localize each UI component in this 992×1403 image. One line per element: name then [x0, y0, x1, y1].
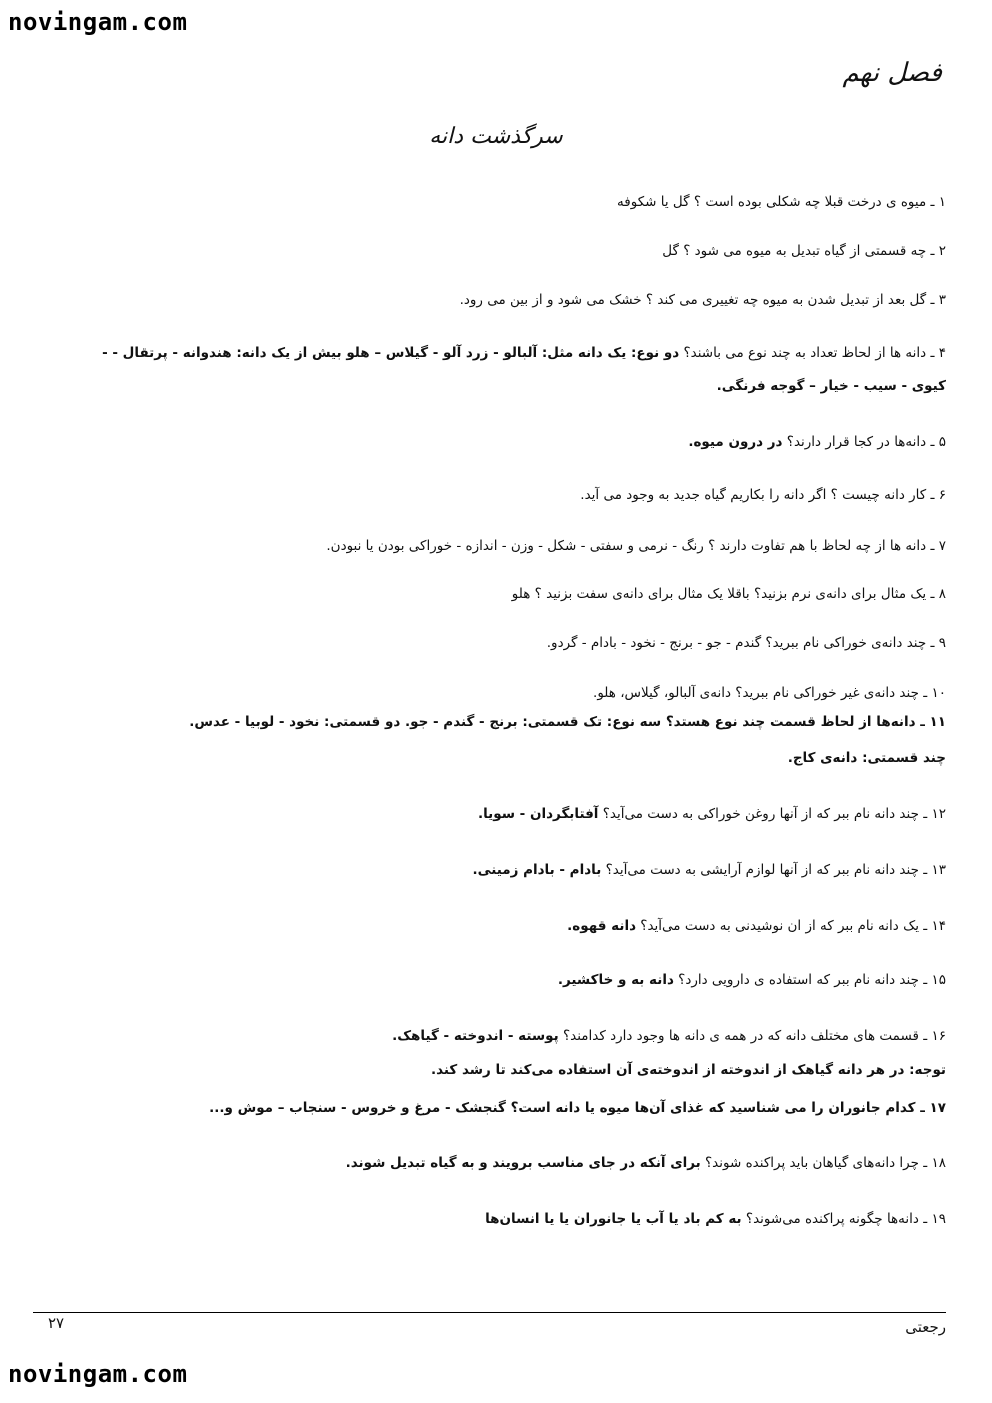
question-9: ۹ ـ چند دانه‌ی خوراکی نام ببرید؟ گندم - جو - برنج - نخود - بادام - گردو.: [546, 635, 946, 651]
note-line: توجه: در هر دانه گیاهک از اندوخته از اندوخته‌ی آن استفاده می‌کند تا رشد کند.: [430, 1062, 946, 1078]
question-6: ۶ ـ کار دانه چیست ؟ اگر دانه را بکاریم گیاه جدید به وجود می آید.: [580, 487, 946, 503]
question-19: ۱۹ ـ دانه‌ها چگونه پراکنده می‌شوند؟ به کم باد یا آب یا جانوران یا یا انسان‌ها: [485, 1211, 946, 1227]
author-name: رجعتی: [905, 1318, 946, 1336]
question-8: ۸ ـ یک مثال برای دانه‌ی نرم بزنید؟ باقلا یک مثال برای دانه‌ی سفت بزنید ؟ هلو: [511, 586, 946, 602]
page-number: ۲۷: [48, 1314, 65, 1332]
question-17: ۱۷ ـ کدام جانوران را می شناسید که غذای آن‌ها میوه یا دانه است؟ گنجشک - مرغ و خروس - سنجاب – موش و...: [209, 1100, 946, 1116]
question-4-continued: کیوی - سیب - خیار – گوجه فرنگی.: [716, 378, 946, 394]
chapter-heading: فصل نهم: [842, 58, 942, 88]
question-18: ۱۸ ـ چرا دانه‌های گیاهان باید پراکنده شوند؟ برای آنکه در جای مناسب برویند و به گیاه تبدیل شوند.: [345, 1155, 946, 1171]
question-3: ۳ ـ گل بعد از تبدیل شدن به میوه چه تغییری می کند ؟ خشک می شود و از بین می رود.: [459, 292, 946, 308]
watermark-bottom: novingam.com: [8, 1360, 188, 1388]
watermark-top: novingam.com: [8, 8, 188, 36]
question-16: ۱۶ ـ قسمت های مختلف دانه که در همه ی دانه ها وجود دارد کدامند؟ پوسته - اندوخته - گیاهک.: [392, 1028, 946, 1044]
question-7: ۷ ـ دانه ها از چه لحاظ با هم تفاوت دارند ؟ رنگ - نرمی و سفتی - شکل - وزن - اندازه - خوراکی بودن یا نبودن.: [326, 538, 946, 554]
question-11-continued: چند قسمتی: دانه‌ی کاج.: [787, 750, 946, 766]
footer-divider: [33, 1312, 946, 1313]
question-5: ۵ ـ دانه‌ها در کجا قرار دارند؟ در درون میوه.: [688, 434, 946, 450]
question-2: ۲ ـ چه قسمتی از گیاه تبدیل به میوه می شود ؟ گل: [662, 243, 946, 259]
question-14: ۱۴ ـ یک دانه نام ببر که از ان نوشیدنی به دست می‌آید؟ دانه قهوه.: [567, 918, 946, 934]
question-12: ۱۲ ـ چند دانه نام ببر که از آنها روغن خوراکی به دست می‌آید؟ آفتابگردان - سویا.: [477, 806, 946, 822]
question-4: ۴ ـ دانه ها از لحاظ تعداد به چند نوع می باشند؟ دو نوع: یک دانه مثل: آلبالو - زرد آلو - گیلاس – هلو بیش از یک دانه: هندوانه - پرتقال - -: [102, 345, 946, 361]
question-15: ۱۵ ـ چند دانه نام ببر که استفاده ی دارویی دارد؟ دانه به و خاکشیر.: [557, 972, 946, 988]
question-1: ۱ ـ میوه ی درخت قبلا چه شکلی بوده است ؟ گل یا شکوفه: [617, 194, 946, 210]
page-title: سرگذشت دانه: [429, 124, 563, 149]
question-11: ۱۱ ـ دانه‌ها از لحاظ قسمت چند نوع هستد؟ سه نوع: تک قسمتی: برنج - گندم - جو. دو قسمتی: نخود - لوبیا - عدس.: [189, 714, 946, 730]
question-10: ۱۰ ـ چند دانه‌ی غیر خوراکی نام ببرید؟ دانه‌ی آلبالو، گیلاس، هلو.: [593, 685, 946, 701]
question-13: ۱۳ ـ چند دانه نام ببر که از آنها لوازم آرایشی به دست می‌آید؟ بادام - بادام زمینی.: [472, 862, 946, 878]
